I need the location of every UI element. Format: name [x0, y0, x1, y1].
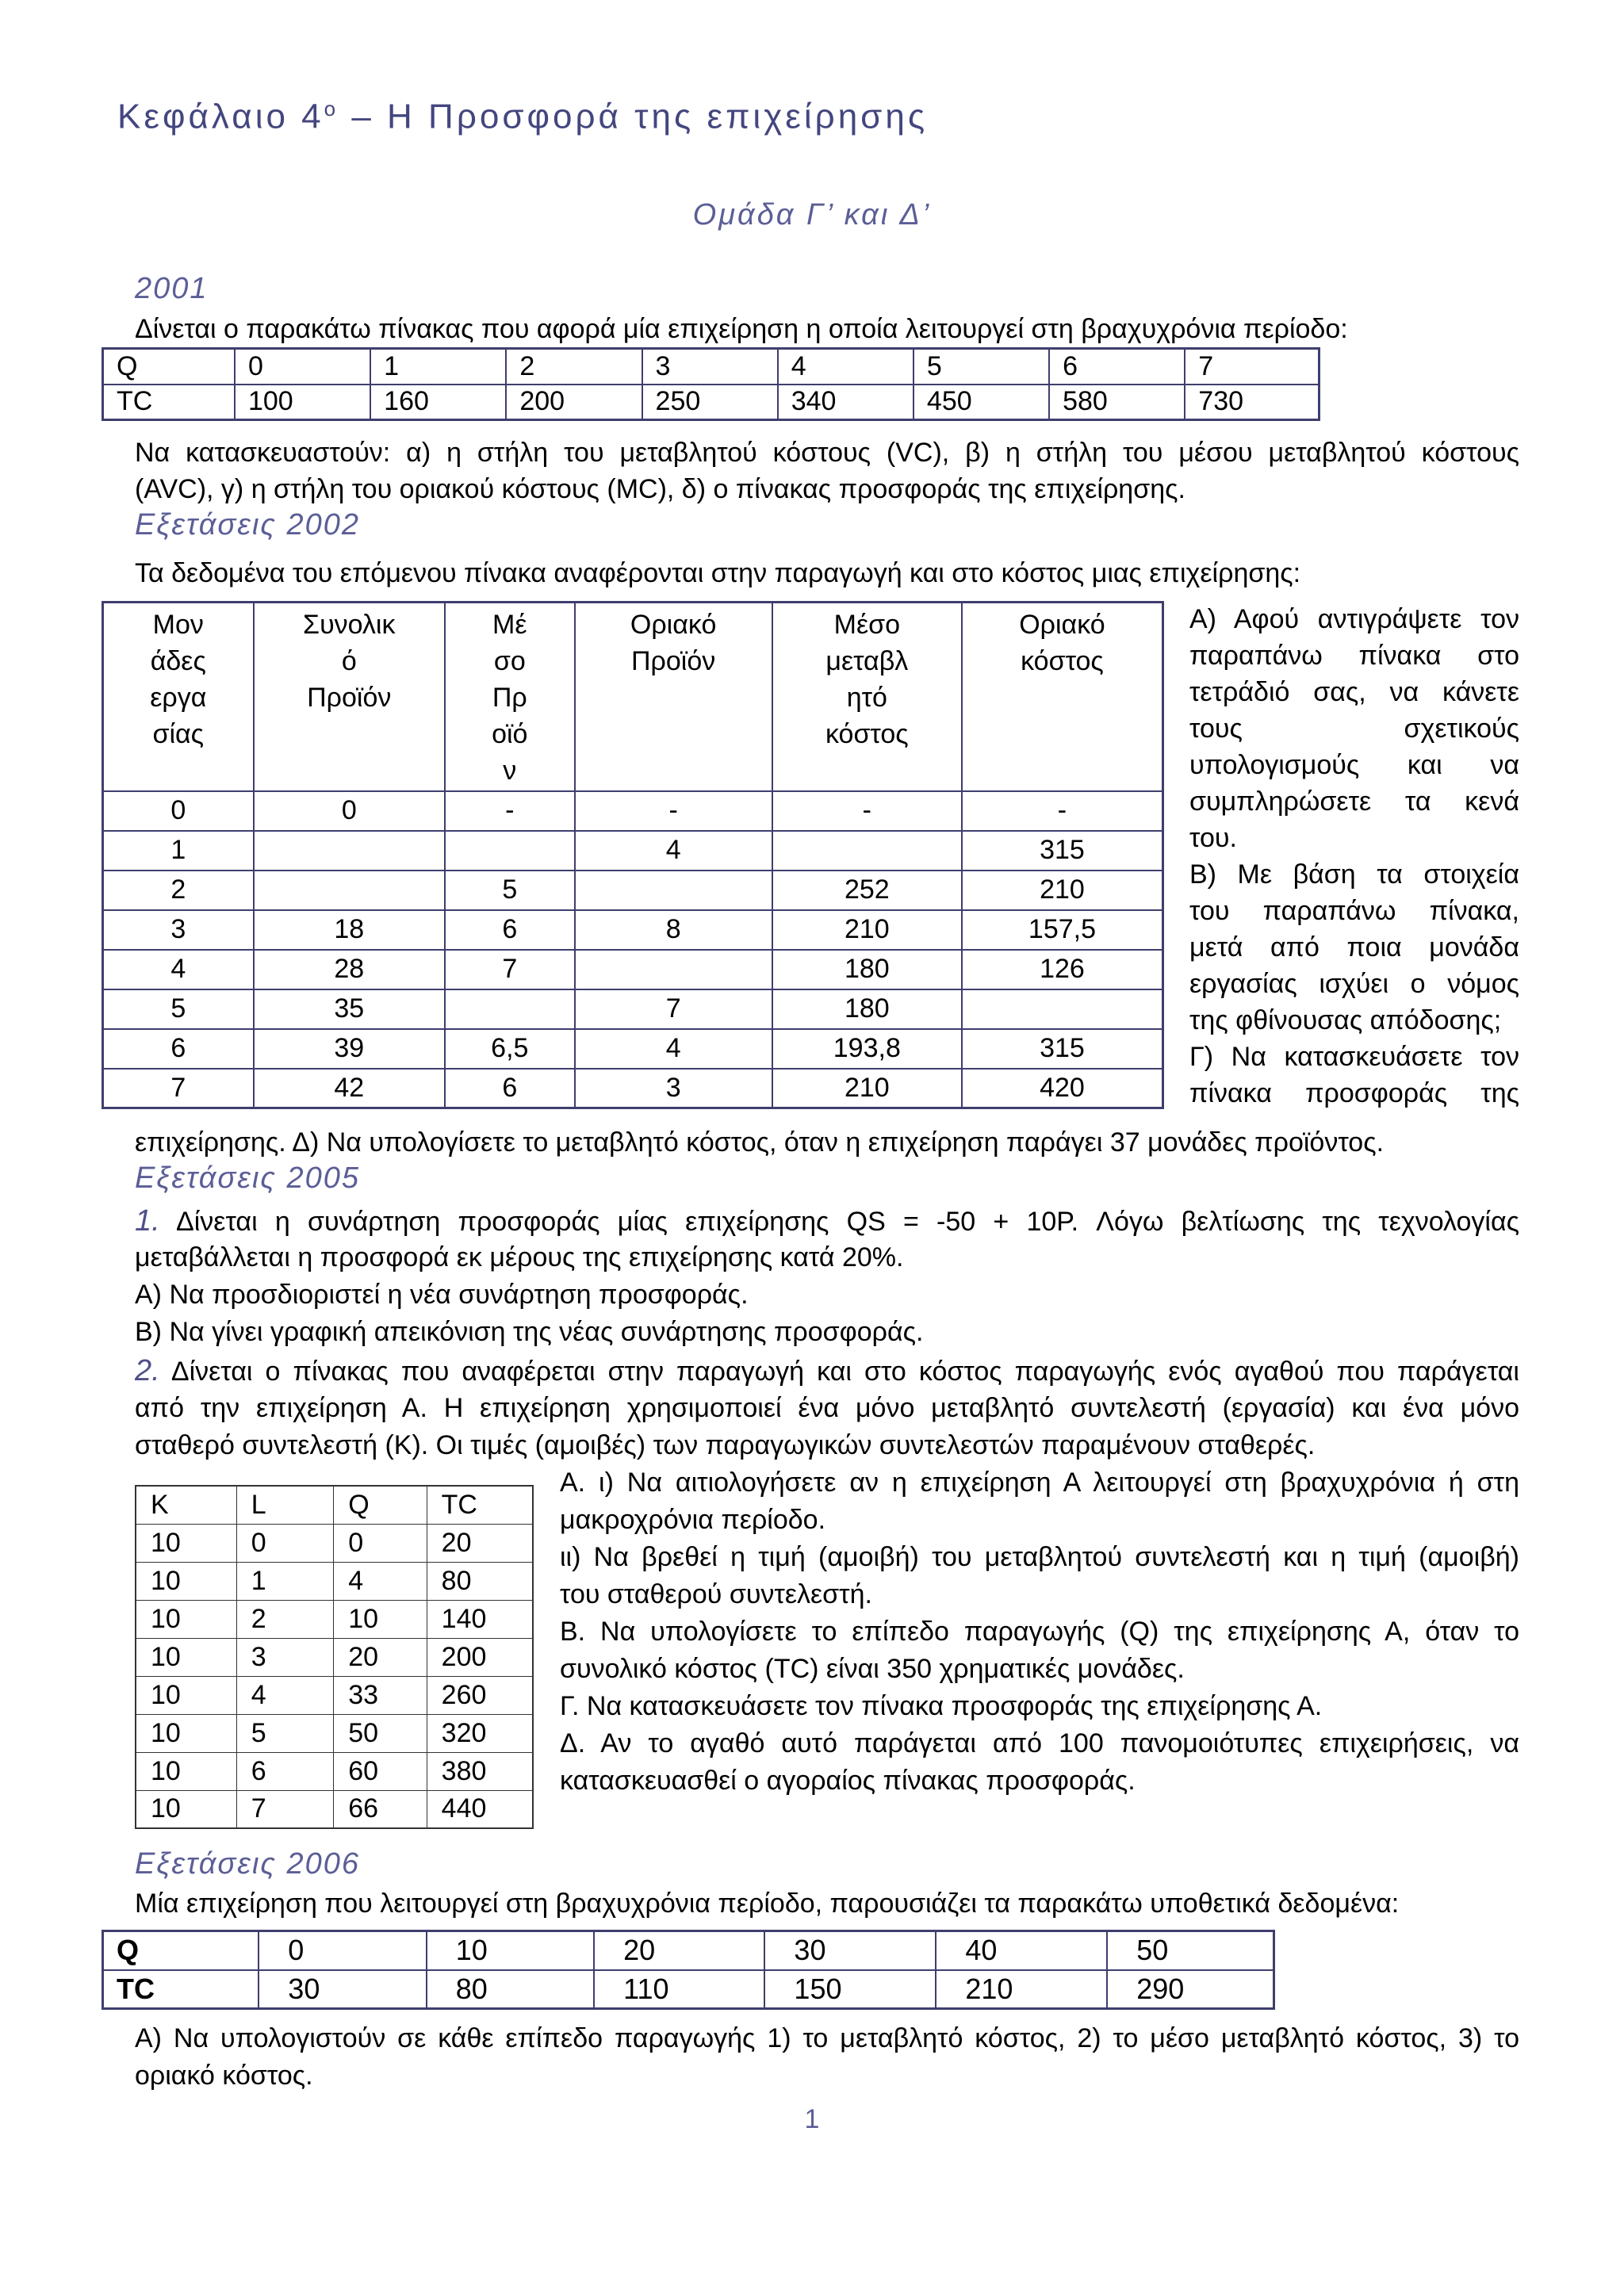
table-2005 — [135, 1485, 534, 1829]
side-question-line: του. — [1189, 823, 1237, 853]
table-cell: 50 — [1107, 1931, 1274, 1970]
table-cell: 450 — [914, 385, 1049, 420]
column-header-line: Οριακό — [1019, 610, 1105, 640]
table-2002 — [102, 601, 1164, 1109]
table-cell: 180 — [772, 989, 962, 1029]
column-header-line: ν — [503, 756, 517, 786]
table-cell: 28 — [254, 950, 445, 989]
column-header-line: ητό — [846, 683, 887, 713]
side-question-line: Δ. Αν το αγαθό αυτό παράγεται από 100 πανομοιότυπες επιχειρήσεις, να — [560, 1728, 1519, 1758]
table-row — [136, 1600, 533, 1638]
side-question-line: Γ) Να κατασκευάσετε τον — [1189, 1042, 1519, 1072]
column-header-line: Προϊόν — [631, 646, 716, 676]
table-cell: 0 — [103, 791, 254, 831]
table-cell: 250 — [642, 385, 778, 420]
table-cell: 4 — [103, 950, 254, 989]
table-cell — [254, 871, 445, 910]
table-cell: Q — [334, 1486, 427, 1524]
table-cell: 160 — [370, 385, 506, 420]
table-cell: 200 — [427, 1638, 533, 1676]
table-cell: TC — [427, 1486, 533, 1524]
side-question-line: μακροχρόνια περίοδο. — [560, 1505, 826, 1535]
table-cell: 50 — [334, 1714, 427, 1752]
table-cell: 10 — [136, 1714, 236, 1752]
table-cell: 3 — [575, 1069, 772, 1108]
table-cell — [445, 831, 575, 871]
row-label: Q — [103, 1931, 259, 1970]
table-cell: - — [772, 791, 962, 831]
table-cell: 315 — [962, 1029, 1163, 1069]
table-row — [103, 871, 1163, 910]
table-cell: 210 — [772, 1069, 962, 1108]
side-question-line: της φθίνουσας απόδοσης; — [1189, 1005, 1502, 1035]
side-question-line: Α) Αφού αντιγράψετε τον — [1189, 604, 1519, 634]
table-cell: - — [962, 791, 1163, 831]
table-row — [136, 1638, 533, 1676]
table-cell: 1 — [370, 349, 506, 385]
table-cell: 5 — [445, 871, 575, 910]
section-2002-heading: Εξετάσεις 2002 — [135, 508, 360, 541]
column-header — [772, 603, 962, 791]
table-cell: 5 — [103, 989, 254, 1029]
table-cell: 0 — [236, 1524, 333, 1562]
section-2005-p2-line2: από την επιχείρηση Α. Η επιχείρηση χρησιμοποιεί ένα μόνο μεταβλητό συντελεστή (εργασία) και ένα μόνο — [135, 1393, 1519, 1423]
table-cell: 8 — [575, 910, 772, 950]
table-cell: 6 — [445, 910, 575, 950]
side-question-line: Γ. Να κατασκευάσετε τον πίνακα προσφοράς της επιχείρησης Α. — [560, 1691, 1323, 1721]
table-cell: 210 — [962, 871, 1163, 910]
side-question-line: συμπληρώσετε τα κενά — [1189, 786, 1519, 817]
table-cell: L — [236, 1486, 333, 1524]
table-row — [136, 1790, 533, 1828]
column-header-line: Μον — [152, 610, 204, 640]
table-row — [136, 1486, 533, 1524]
table-cell: 10 — [136, 1562, 236, 1600]
table-cell: 2 — [103, 871, 254, 910]
column-header — [962, 603, 1163, 791]
column-header-line: εργα — [150, 683, 207, 713]
section-2001-intro: Δίνεται ο παρακάτω πίνακας που αφορά μία επιχείρηση η οποία λειτουργεί στη βραχυχρόνια περίοδο: — [135, 314, 1348, 344]
table-cell: 126 — [962, 950, 1163, 989]
section-2005-p2-line1: 2. Δίνεται ο πίνακας που αναφέρεται στην παραγωγή και στο κόστος παραγωγής ενός αγαθού που παράγεται — [135, 1354, 1519, 1387]
table-cell: 3 — [236, 1638, 333, 1676]
table-2001 — [102, 347, 1320, 421]
side-question-line: μετά από ποια μονάδα — [1189, 932, 1519, 962]
column-header-line: Οριακό — [630, 610, 717, 640]
table-cell — [445, 989, 575, 1029]
table-row — [103, 791, 1163, 831]
table-cell — [575, 950, 772, 989]
table-cell: 100 — [235, 385, 370, 420]
section-2001-question-line1: Να κατασκευαστούν: α) η στήλη του μεταβλητού κόστους (VC), β) η στήλη του μέσου μεταβλητού κόστους — [135, 438, 1519, 468]
column-header-line: άδες — [150, 646, 206, 676]
table-row — [136, 1752, 533, 1790]
table-cell: 200 — [506, 385, 642, 420]
table-cell: 80 — [427, 1970, 594, 2009]
table-cell: 0 — [259, 1931, 426, 1970]
section-2001-question-line2: (AVC), γ) η στήλη του οριακού κόστους (MC), δ) ο πίνακας προσφοράς της επιχείρησης. — [135, 474, 1185, 504]
section-2005-p1-line1: 1. Δίνεται η συνάρτηση προσφοράς μίας επιχείρησης QS = -50 + 10P. Λόγω βελτίωσης της τεχνολογίας — [135, 1204, 1519, 1238]
table-row — [136, 1562, 533, 1600]
table-row — [103, 950, 1163, 989]
side-question-line: Α. ι) Να αιτιολογήσετε αν η επιχείρηση Α λειτουργεί στη βραχυχρόνια ή στη — [560, 1468, 1519, 1498]
group-title: Ομάδα Γ’ και Δ’ — [692, 198, 932, 232]
table-2006 — [102, 1930, 1275, 2010]
column-header-line: Συνολικ — [303, 610, 396, 640]
column-header-line: Πρ — [492, 683, 527, 713]
table-cell: 66 — [334, 1790, 427, 1828]
table-cell: 157,5 — [962, 910, 1163, 950]
table-row — [136, 1676, 533, 1714]
table-cell: 10 — [136, 1524, 236, 1562]
table-cell: 10 — [136, 1752, 236, 1790]
section-2005-heading: Εξετάσεις 2005 — [135, 1161, 360, 1195]
item-number-1: 1. — [135, 1204, 160, 1238]
table-cell: Q — [103, 349, 235, 385]
table-cell: 210 — [772, 910, 962, 950]
section-2005-p1-line2: μεταβάλλεται η προσφορά εκ μέρους της επιχείρησης κατά 20%. — [135, 1242, 904, 1272]
table-row — [103, 1069, 1163, 1108]
table-cell: 2 — [236, 1600, 333, 1638]
chapter-title: Κεφάλαιο $4^o$ – Η Προσφορά της επιχείρησης — [117, 97, 929, 136]
table-cell: 380 — [427, 1752, 533, 1790]
section-2005-p2-line3: σταθερό συντελεστή (Κ). Οι τιμές (αμοιβές) των παραγωγικών συντελεστών παραμένουν σταθερές. — [135, 1430, 1316, 1460]
table-cell: 30 — [764, 1931, 936, 1970]
table-row — [103, 385, 1320, 420]
table-cell: 6 — [445, 1069, 575, 1108]
table-cell: 10 — [136, 1638, 236, 1676]
column-header-line: Μέ — [492, 610, 527, 640]
table-cell: 42 — [254, 1069, 445, 1108]
table-cell: 320 — [427, 1714, 533, 1752]
table-cell: 10 — [136, 1676, 236, 1714]
table-cell: 110 — [594, 1970, 764, 2009]
table-cell: 580 — [1049, 385, 1185, 420]
column-header-line: Προϊόν — [307, 683, 392, 713]
table-cell: 30 — [259, 1970, 426, 2009]
table-cell: K — [136, 1486, 236, 1524]
side-question-line: του σταθερού συντελεστή. — [560, 1579, 872, 1609]
side-question-line: εργασίας ισχύει ο νόμος — [1189, 969, 1519, 999]
table-cell: 4 — [334, 1562, 427, 1600]
table-cell: 140 — [427, 1600, 533, 1638]
section-2006-question-line1: Α) Να υπολογιστούν σε κάθε επίπεδο παραγωγής 1) το μεταβλητό κόστος, 2) το μέσο μεταβλητό κόστος, 3) το — [135, 2023, 1519, 2053]
table-cell: 10 — [136, 1790, 236, 1828]
table-cell: TC — [103, 385, 235, 420]
table-row — [103, 910, 1163, 950]
table-row — [103, 831, 1163, 871]
side-question-line: συνολικό κόστος (TC) είναι 350 χρηματικές μονάδες. — [560, 1654, 1185, 1684]
table-cell: - — [575, 791, 772, 831]
table-cell: 193,8 — [772, 1029, 962, 1069]
section-2005-p1-b: Β) Να γίνει γραφική απεικόνιση της νέας συνάρτησης προσφοράς. — [135, 1317, 924, 1347]
table-cell: 252 — [772, 871, 962, 910]
table-row — [103, 1970, 1274, 2009]
table-cell: 3 — [103, 910, 254, 950]
table-cell: 210 — [936, 1970, 1107, 2009]
table-cell: 7 — [103, 1069, 254, 1108]
section-2002-intro: Τα δεδομένα του επόμενου πίνακα αναφέρονται στην παραγωγή και στο κόστος μιας επιχείρησης: — [135, 558, 1301, 588]
table-cell: 6 — [1049, 349, 1185, 385]
table-cell — [575, 871, 772, 910]
table-cell: 39 — [254, 1029, 445, 1069]
table-cell — [772, 831, 962, 871]
table-cell — [254, 831, 445, 871]
section-2002-side-questions — [1189, 601, 1519, 1112]
table-cell: 10 — [427, 1931, 594, 1970]
table-cell: 0 — [254, 791, 445, 831]
section-2005-p1-a: Α) Να προσδιοριστεί η νέα συνάρτηση προσφοράς. — [135, 1280, 749, 1310]
column-header-line: σο — [493, 646, 526, 676]
table-cell: 315 — [962, 831, 1163, 871]
table-cell: 18 — [254, 910, 445, 950]
table-cell: 7 — [1185, 349, 1319, 385]
table-row — [136, 1714, 533, 1752]
table-cell — [962, 989, 1163, 1029]
table-cell: 3 — [642, 349, 778, 385]
table-cell: 7 — [575, 989, 772, 1029]
column-header — [575, 603, 772, 791]
side-question-line: υπολογισμούς και να — [1189, 750, 1519, 780]
side-question-line: τετράδιό σας, να κάνετε — [1189, 677, 1519, 707]
table-cell: 340 — [778, 385, 914, 420]
row-label: TC — [103, 1970, 259, 2009]
table-header-row — [103, 603, 1163, 791]
table-cell: 6,5 — [445, 1029, 575, 1069]
side-question-line: Β) Με βάση τα στοιχεία — [1189, 859, 1519, 890]
table-row — [103, 1029, 1163, 1069]
section-2006-question-line2: οριακό κόστος. — [135, 2061, 313, 2091]
table-cell: 5 — [914, 349, 1049, 385]
table-row — [103, 1931, 1274, 1970]
side-question-line: ιι) Να βρεθεί η τιμή (αμοιβή) του μεταβλητού συντελεστή και η τιμή (αμοιβή) — [560, 1542, 1519, 1572]
column-header — [445, 603, 575, 791]
table-cell: 6 — [236, 1752, 333, 1790]
side-question-line: Β. Να υπολογίσετε το επίπεδο παραγωγής (Q) της επιχείρησης Α, όταν το — [560, 1617, 1519, 1647]
column-header-line: κόστος — [825, 719, 909, 749]
table-cell: 60 — [334, 1752, 427, 1790]
side-question-line: του παραπάνω πίνακα, — [1189, 896, 1519, 926]
table-cell: 7 — [236, 1790, 333, 1828]
table-cell: 150 — [764, 1970, 936, 2009]
page-number: 1 — [804, 2104, 820, 2134]
table-cell: 40 — [936, 1931, 1107, 1970]
table-cell: 4 — [236, 1676, 333, 1714]
table-cell: 290 — [1107, 1970, 1274, 2009]
table-cell: 4 — [778, 349, 914, 385]
table-row — [136, 1524, 533, 1562]
table-cell: 35 — [254, 989, 445, 1029]
table-cell: 2 — [506, 349, 642, 385]
side-question-line: κατασκευασθεί ο αγοραίος πίνακας προσφοράς. — [560, 1766, 1136, 1796]
table-cell: 1 — [103, 831, 254, 871]
column-header-line: ό — [341, 646, 357, 676]
table-cell: 420 — [962, 1069, 1163, 1108]
table-cell: 0 — [235, 349, 370, 385]
side-question-line: πίνακα προσφοράς της — [1189, 1078, 1519, 1108]
table-row — [103, 349, 1320, 385]
table-cell: 80 — [427, 1562, 533, 1600]
section-2005-side-questions — [560, 1464, 1519, 1800]
table-cell: 20 — [334, 1638, 427, 1676]
table-cell: 10 — [136, 1600, 236, 1638]
table-cell: 5 — [236, 1714, 333, 1752]
table-cell: 440 — [427, 1790, 533, 1828]
table-cell: 730 — [1185, 385, 1319, 420]
table-cell: 1 — [236, 1562, 333, 1600]
table-cell: - — [445, 791, 575, 831]
side-question-line: τους σχετικούς — [1189, 714, 1519, 744]
table-cell: 4 — [575, 831, 772, 871]
column-header-line: Μέσο — [833, 610, 900, 640]
column-header-line: μεταβλ — [825, 646, 909, 676]
section-2002-final-question: επιχείρησης. Δ) Να υπολογίσετε το μεταβλητό κόστος, όταν η επιχείρηση παράγει 37 μονάδες προϊόντος. — [135, 1127, 1385, 1158]
table-cell: 33 — [334, 1676, 427, 1714]
column-header-line: κόστος — [1021, 646, 1104, 676]
table-cell: 10 — [334, 1600, 427, 1638]
column-header-line: σίας — [152, 719, 205, 749]
item-number-2: 2. — [135, 1354, 160, 1387]
table-cell: 180 — [772, 950, 962, 989]
section-2006-heading: Εξετάσεις 2006 — [135, 1847, 360, 1881]
table-cell: 7 — [445, 950, 575, 989]
column-header-line: οϊό — [492, 719, 528, 749]
table-cell: 20 — [427, 1524, 533, 1562]
section-2006-intro: Μία επιχείρηση που λειτουργεί στη βραχυχρόνια περίοδο, παρουσιάζει τα παρακάτω υποθετικά δεδομένα: — [135, 1888, 1400, 1919]
table-cell: 20 — [594, 1931, 764, 1970]
table-cell: 260 — [427, 1676, 533, 1714]
side-question-line: παραπάνω πίνακα στο — [1189, 641, 1519, 671]
section-2001-heading: 2001 — [135, 272, 209, 305]
table-cell: 4 — [575, 1029, 772, 1069]
table-cell: 0 — [334, 1524, 427, 1562]
column-header — [103, 603, 254, 791]
table-row — [103, 989, 1163, 1029]
column-header — [254, 603, 445, 791]
table-cell: 6 — [103, 1029, 254, 1069]
